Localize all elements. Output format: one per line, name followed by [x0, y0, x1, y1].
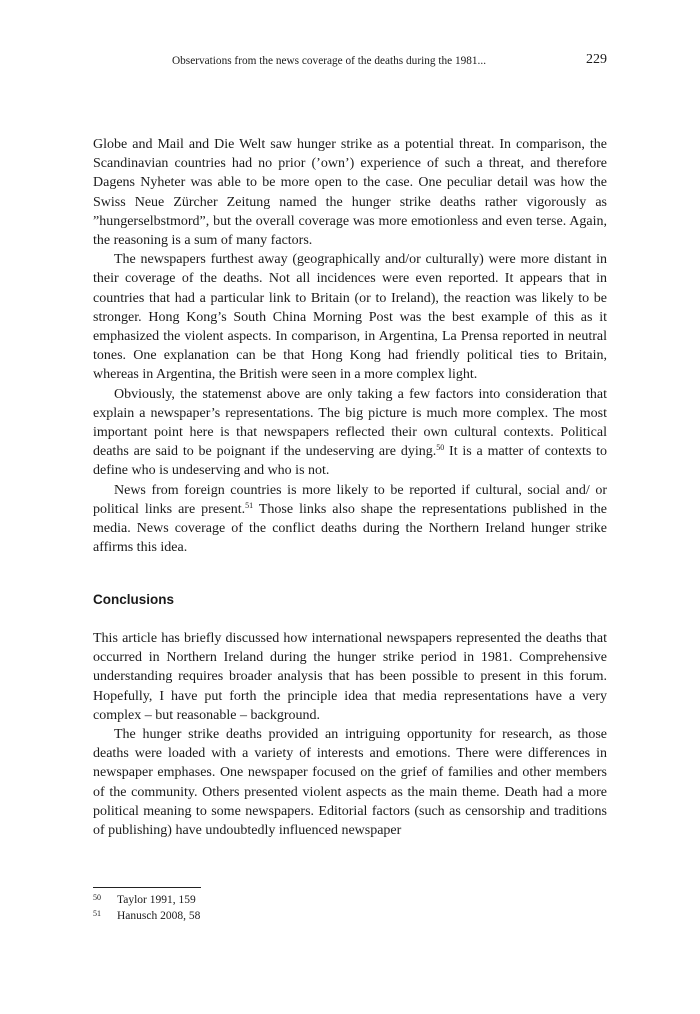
paragraph: The newspapers furthest away (geographically and/or culturally) were more distant in their coverage of the deaths. Not all incidences were even reported. It appears that in countries that had a particular link to Britain (or to Ireland), the reaction was likely to be stronger. Hong Kong’s South China Morning Post was the best example of this as it emphasized the violent aspects. In comparison, in Argentina, La Prensa reported in neutral tones. One explanation can be that Hong Kong had friendly political ties to Britain, whereas in Argentina, the British were seen in a more complex light.: [93, 252, 607, 383]
footnote-ref: 50: [436, 443, 445, 453]
paragraph-text: It is a matter of contexts to define who is undeserving and who is not.: [93, 444, 607, 479]
footnote-number: 50: [93, 893, 101, 902]
footnote-text: Hanusch 2008, 58: [117, 909, 201, 922]
footnote: [93, 893, 393, 909]
footnote-text: Taylor 1991, 159: [117, 894, 196, 906]
body-text-top: [93, 135, 607, 557]
page-number: 229: [586, 52, 607, 67]
paragraph: Globe and Mail and Die Welt saw hunger strike as a potential threat. In comparison, the Scandinavian countries had no prior (’own’) experience of such a threat, and therefore Dagens Nyheter was able to be more open to the case. One peculiar detail was how the Swiss Neue Zürcher Zeitung named the hunger strike deaths rather vigorously as ”hungerselbstmord”, but the overall coverage was more emotionless and even terse. Again, the reasoning is a sum of many factors.: [93, 137, 607, 249]
paragraph-text: News from foreign countries is more likely to be reported if cultural, social and/ or political links are present.: [93, 482, 607, 517]
footnotes: [93, 893, 393, 924]
paragraph: [93, 481, 607, 558]
paragraph: The hunger strike deaths provided an intriguing opportunity for research, as those deaths were loaded with a variety of interests and emotions. There were differences in newspaper emphases. One newspaper focused on the grief of families and other members of the community. Others presented violent aspects as the main theme. Death had a more political meaning to some newspapers. Editorial factors (such as censorship and traditions of publishing) have undoubtedly influenced newspaper: [93, 727, 607, 839]
footnote-number: 51: [93, 908, 101, 918]
footnote-ref: 51: [245, 500, 254, 510]
paragraph-text: Obviously, the statemenst above are only taking a few factors into consideration that explain a newspaper’s representations. The big picture is much more complex. The most important point here is that newspapers reflected their own cultural contexts. Political deaths are said to be poignant if the undeserving are dying.: [93, 386, 607, 460]
section-heading: Conclusions: [93, 592, 175, 607]
footnote-rule: [93, 887, 201, 888]
footnote: [93, 909, 393, 925]
paragraph: [93, 385, 607, 481]
running-head: Observations from the news coverage of the deaths during the 1981...: [172, 55, 487, 67]
body-text-conclusions: [93, 629, 607, 840]
paragraph-text: Those links also shape the representations published in the media. News coverage of the conflict deaths during the Northern Ireland hunger strike affirms this idea.: [93, 501, 608, 556]
paragraph: This article has briefly discussed how international newspapers represented the deaths that occurred in Northern Ireland during the hunger strike period in 1981. Comprehensive understanding requires broader analysis that has been possible to present in this forum. Hopefully, I have put forth the principle idea that media representations have a very complex – but reasonable – background.: [93, 631, 607, 723]
